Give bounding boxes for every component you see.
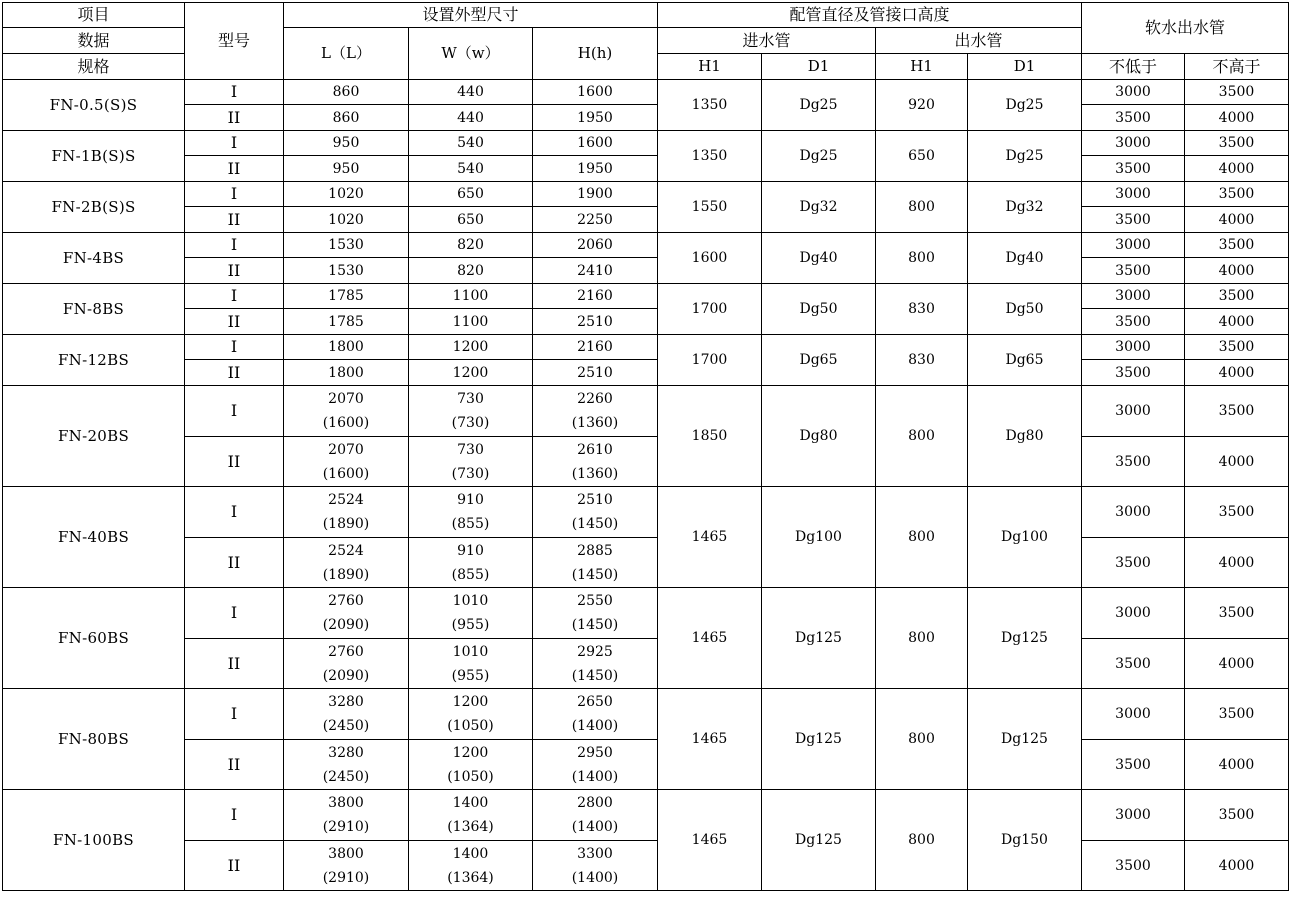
- inlet-d1: Dg100: [762, 487, 876, 588]
- outlet-d1: Dg125: [968, 689, 1082, 790]
- inlet-d1: Dg80: [762, 386, 876, 487]
- inlet-d1: Dg125: [762, 689, 876, 790]
- inlet-h1: 1700: [658, 284, 762, 335]
- dim-cell-W: 440: [409, 105, 533, 131]
- header-spec: 规格: [3, 54, 185, 80]
- dim-value-secondary: (1364): [447, 869, 494, 886]
- dim-cell-W: 820: [409, 233, 533, 258]
- model-name: FN-80BS: [3, 689, 185, 790]
- dim-cell-W: 540: [409, 156, 533, 182]
- dim-value-secondary: (2450): [322, 718, 370, 734]
- outlet-d1: Dg32: [968, 182, 1082, 233]
- header-inlet-d1: D1: [762, 54, 876, 80]
- inlet-d1: Dg125: [762, 588, 876, 689]
- dim-cell-L: 1530: [284, 258, 409, 284]
- outlet-h1: 920: [876, 80, 968, 131]
- table-row: [3, 790, 1289, 841]
- soft-max: 4000: [1185, 437, 1289, 487]
- outlet-h1: 800: [876, 689, 968, 790]
- outlet-h1: 800: [876, 487, 968, 588]
- outlet-h1: 800: [876, 233, 968, 284]
- dim-value-secondary: (1600): [322, 415, 370, 431]
- type-cell: I: [185, 386, 284, 437]
- table-row: [3, 156, 1289, 182]
- soft-min: 3000: [1082, 790, 1185, 841]
- inlet-h1: 1700: [658, 335, 762, 386]
- inlet-h1: 1465: [658, 588, 762, 689]
- dim-cell-W: 540: [409, 131, 533, 156]
- dim-cell-L: 1785: [284, 309, 409, 335]
- soft-max: 4000: [1185, 639, 1289, 689]
- type-cell: I: [185, 487, 284, 538]
- dim-value-secondary: (955): [451, 667, 490, 684]
- dim-cell-L: 860: [284, 80, 409, 105]
- dim-value: 2260: [577, 391, 613, 407]
- dim-cell-L: [284, 588, 409, 639]
- soft-min: 3500: [1082, 207, 1185, 233]
- dim-cell-W: [409, 386, 533, 437]
- header-pipe: 配管直径及管接口高度: [658, 3, 1082, 28]
- type-cell: I: [185, 588, 284, 639]
- dim-value-secondary: (855): [451, 566, 490, 583]
- dim-value-secondary: (2910): [322, 869, 370, 886]
- header-row-1: [3, 3, 1289, 28]
- type-cell: II: [185, 207, 284, 233]
- soft-max: 4000: [1185, 258, 1289, 284]
- dim-cell-H: [533, 386, 658, 437]
- dim-value: 2070: [328, 391, 364, 407]
- model-name: FN-1B(S)S: [3, 131, 185, 182]
- dim-cell-H: [533, 740, 658, 790]
- table-row: [3, 80, 1289, 105]
- type-cell: II: [185, 360, 284, 386]
- spec-table-body: [3, 3, 1289, 891]
- dim-cell-W: 1200: [409, 335, 533, 360]
- dim-value: 2650: [577, 694, 613, 710]
- dim-value-secondary: (1360): [571, 415, 619, 431]
- table-row: [3, 386, 1289, 437]
- header-type: 型号: [185, 3, 284, 80]
- soft-max: 3500: [1185, 689, 1289, 740]
- header-outlet: 出水管: [876, 28, 1082, 54]
- model-name: FN-100BS: [3, 790, 185, 891]
- dim-cell-L: [284, 639, 409, 689]
- dim-value: 910: [457, 542, 484, 559]
- outlet-h1: 800: [876, 790, 968, 891]
- soft-min: 3000: [1082, 284, 1185, 309]
- inlet-h1: 1350: [658, 80, 762, 131]
- dim-cell-H: 1950: [533, 105, 658, 131]
- dim-cell-W: [409, 639, 533, 689]
- header-L: L（L）: [284, 28, 409, 80]
- dim-value: 2524: [328, 492, 364, 508]
- table-row: [3, 309, 1289, 335]
- dim-value-secondary: (2090): [322, 617, 370, 633]
- dim-cell-L: 1530: [284, 233, 409, 258]
- dim-cell-H: 1950: [533, 156, 658, 182]
- soft-min: 3000: [1082, 386, 1185, 437]
- dim-value-secondary: (2910): [322, 819, 370, 835]
- header-soft-outlet: 软水出水管: [1082, 3, 1289, 54]
- model-name: FN-20BS: [3, 386, 185, 487]
- dim-cell-H: [533, 639, 658, 689]
- type-cell: I: [185, 689, 284, 740]
- table-row: [3, 284, 1289, 309]
- dim-value: 910: [457, 492, 484, 508]
- outlet-h1: 830: [876, 284, 968, 335]
- dim-value: 2925: [577, 643, 613, 660]
- table-row: [3, 360, 1289, 386]
- dim-value-secondary: (730): [451, 465, 490, 482]
- table-row: [3, 588, 1289, 639]
- soft-min: 3000: [1082, 233, 1185, 258]
- dim-cell-H: 2160: [533, 335, 658, 360]
- dim-cell-L: [284, 538, 409, 588]
- outlet-h1: 830: [876, 335, 968, 386]
- inlet-h1: 1600: [658, 233, 762, 284]
- dim-value-secondary: (1890): [322, 516, 370, 532]
- dim-cell-H: [533, 437, 658, 487]
- dim-value: 2885: [577, 542, 613, 559]
- type-cell: I: [185, 284, 284, 309]
- dim-value-secondary: (1890): [322, 566, 370, 583]
- dim-cell-W: 1200: [409, 360, 533, 386]
- outlet-d1: Dg50: [968, 284, 1082, 335]
- inlet-d1: Dg65: [762, 335, 876, 386]
- table-row: [3, 689, 1289, 740]
- soft-min: 3500: [1082, 309, 1185, 335]
- outlet-d1: Dg40: [968, 233, 1082, 284]
- dim-cell-L: 860: [284, 105, 409, 131]
- dim-value-secondary: (2450): [322, 768, 370, 785]
- soft-min: 3500: [1082, 538, 1185, 588]
- outlet-d1: Dg150: [968, 790, 1082, 891]
- soft-max: 3500: [1185, 182, 1289, 207]
- table-row: [3, 233, 1289, 258]
- dim-value: 2760: [328, 593, 364, 609]
- dim-cell-L: 950: [284, 156, 409, 182]
- table-row: [3, 538, 1289, 588]
- dim-value: 2760: [328, 643, 364, 660]
- type-cell: II: [185, 156, 284, 182]
- inlet-d1: Dg25: [762, 131, 876, 182]
- dim-cell-H: [533, 689, 658, 740]
- model-name: FN-60BS: [3, 588, 185, 689]
- model-name: FN-8BS: [3, 284, 185, 335]
- dim-cell-W: [409, 689, 533, 740]
- dim-cell-H: 2250: [533, 207, 658, 233]
- type-cell: II: [185, 639, 284, 689]
- inlet-d1: Dg40: [762, 233, 876, 284]
- soft-min: 3000: [1082, 131, 1185, 156]
- soft-min: 3500: [1082, 437, 1185, 487]
- dim-cell-H: 2060: [533, 233, 658, 258]
- dim-cell-W: 650: [409, 207, 533, 233]
- outlet-d1: Dg65: [968, 335, 1082, 386]
- dim-cell-L: [284, 386, 409, 437]
- dim-value-secondary: (1400): [571, 869, 619, 886]
- dim-cell-H: [533, 841, 658, 891]
- soft-max: 3500: [1185, 131, 1289, 156]
- dim-cell-L: 1020: [284, 207, 409, 233]
- type-cell: I: [185, 335, 284, 360]
- soft-min: 3000: [1082, 487, 1185, 538]
- soft-min: 3000: [1082, 689, 1185, 740]
- dim-value-secondary: (1364): [447, 819, 494, 835]
- dim-value: 730: [457, 391, 484, 407]
- soft-max: 4000: [1185, 105, 1289, 131]
- dim-value: 1400: [452, 795, 489, 811]
- dim-cell-H: 2410: [533, 258, 658, 284]
- model-name: FN-12BS: [3, 335, 185, 386]
- dim-value: 2950: [577, 744, 613, 761]
- dim-value: 730: [457, 441, 484, 458]
- dim-cell-H: 2510: [533, 360, 658, 386]
- inlet-h1: 1850: [658, 386, 762, 487]
- header-W: W（w）: [409, 28, 533, 80]
- dim-value: 2510: [577, 492, 613, 508]
- outlet-h1: 800: [876, 386, 968, 487]
- table-row: [3, 207, 1289, 233]
- dim-value-secondary: (855): [451, 516, 490, 532]
- soft-max: 4000: [1185, 207, 1289, 233]
- type-cell: I: [185, 80, 284, 105]
- dim-cell-H: 1900: [533, 182, 658, 207]
- soft-max: 3500: [1185, 386, 1289, 437]
- header-inlet: 进水管: [658, 28, 876, 54]
- soft-min: 3500: [1082, 639, 1185, 689]
- inlet-h1: 1350: [658, 131, 762, 182]
- soft-min: 3500: [1082, 105, 1185, 131]
- dim-cell-L: 950: [284, 131, 409, 156]
- outlet-h1: 800: [876, 182, 968, 233]
- dim-value-secondary: (1050): [447, 718, 494, 734]
- dim-cell-W: 650: [409, 182, 533, 207]
- type-cell: II: [185, 740, 284, 790]
- dim-value-secondary: (1400): [571, 768, 619, 785]
- table-row: [3, 639, 1289, 689]
- soft-max: 4000: [1185, 740, 1289, 790]
- soft-min: 3500: [1082, 360, 1185, 386]
- dim-value: 1200: [452, 744, 489, 761]
- table-row: [3, 258, 1289, 284]
- soft-min: 3500: [1082, 156, 1185, 182]
- dim-cell-L: [284, 437, 409, 487]
- type-cell: II: [185, 105, 284, 131]
- soft-max: 4000: [1185, 538, 1289, 588]
- table-row: [3, 105, 1289, 131]
- soft-min: 3500: [1082, 258, 1185, 284]
- table-row: [3, 131, 1289, 156]
- header-inlet-h1: H1: [658, 54, 762, 80]
- dim-value-secondary: (1450): [571, 667, 619, 684]
- dim-value: 3300: [577, 845, 613, 862]
- model-name: FN-2B(S)S: [3, 182, 185, 233]
- dim-value-secondary: (1450): [571, 516, 619, 532]
- table-row: [3, 740, 1289, 790]
- dim-cell-H: 2160: [533, 284, 658, 309]
- dim-value-secondary: (1050): [447, 768, 494, 785]
- outlet-d1: Dg125: [968, 588, 1082, 689]
- header-outlet-h1: H1: [876, 54, 968, 80]
- soft-min: 3000: [1082, 588, 1185, 639]
- dim-value: 3280: [328, 694, 364, 710]
- soft-max: 3500: [1185, 233, 1289, 258]
- dim-cell-L: [284, 841, 409, 891]
- dim-value: 3800: [328, 795, 364, 811]
- table-row: [3, 335, 1289, 360]
- soft-max: 3500: [1185, 790, 1289, 841]
- dim-value-secondary: (1600): [322, 465, 370, 482]
- dim-cell-H: [533, 487, 658, 538]
- dim-cell-W: 1100: [409, 309, 533, 335]
- soft-max: 4000: [1185, 309, 1289, 335]
- soft-max: 4000: [1185, 360, 1289, 386]
- model-name: FN-4BS: [3, 233, 185, 284]
- header-item: 项目: [3, 3, 185, 28]
- type-cell: I: [185, 233, 284, 258]
- soft-min: 3000: [1082, 182, 1185, 207]
- dim-cell-H: [533, 538, 658, 588]
- inlet-d1: Dg32: [762, 182, 876, 233]
- dim-cell-L: [284, 487, 409, 538]
- soft-min: 3500: [1082, 740, 1185, 790]
- inlet-d1: Dg125: [762, 790, 876, 891]
- dim-value-secondary: (1400): [571, 819, 619, 835]
- dim-cell-L: 1800: [284, 335, 409, 360]
- outlet-d1: Dg100: [968, 487, 1082, 588]
- soft-max: 4000: [1185, 841, 1289, 891]
- outlet-d1: Dg25: [968, 131, 1082, 182]
- model-name: FN-40BS: [3, 487, 185, 588]
- dim-cell-H: 1600: [533, 80, 658, 105]
- inlet-h1: 1465: [658, 689, 762, 790]
- soft-max: 3500: [1185, 80, 1289, 105]
- dim-cell-W: 820: [409, 258, 533, 284]
- type-cell: II: [185, 841, 284, 891]
- type-cell: II: [185, 309, 284, 335]
- dim-cell-L: 1785: [284, 284, 409, 309]
- dim-value-secondary: (1450): [571, 617, 619, 633]
- inlet-h1: 1465: [658, 790, 762, 891]
- dim-cell-W: [409, 437, 533, 487]
- outlet-d1: Dg25: [968, 80, 1082, 131]
- type-cell: II: [185, 437, 284, 487]
- dim-value: 2800: [577, 795, 613, 811]
- header-data: 数据: [3, 28, 185, 54]
- dim-value: 3280: [328, 744, 364, 761]
- soft-max: 3500: [1185, 284, 1289, 309]
- dim-value: 1010: [452, 643, 489, 660]
- outlet-d1: Dg80: [968, 386, 1082, 487]
- header-max: 不高于: [1185, 54, 1289, 80]
- table-row: [3, 182, 1289, 207]
- dim-cell-W: [409, 740, 533, 790]
- table-row: [3, 487, 1289, 538]
- dim-cell-W: [409, 487, 533, 538]
- dim-cell-W: 1100: [409, 284, 533, 309]
- dim-cell-W: [409, 790, 533, 841]
- outlet-h1: 800: [876, 588, 968, 689]
- type-cell: II: [185, 538, 284, 588]
- soft-max: 3500: [1185, 588, 1289, 639]
- dim-cell-L: 1020: [284, 182, 409, 207]
- outlet-h1: 650: [876, 131, 968, 182]
- type-cell: I: [185, 182, 284, 207]
- soft-max: 4000: [1185, 156, 1289, 182]
- inlet-h1: 1465: [658, 487, 762, 588]
- spec-table: [2, 2, 1289, 891]
- model-name: FN-0.5(S)S: [3, 80, 185, 131]
- soft-min: 3500: [1082, 841, 1185, 891]
- dim-cell-H: [533, 790, 658, 841]
- type-cell: I: [185, 790, 284, 841]
- dim-cell-L: [284, 740, 409, 790]
- header-outlet-d1: D1: [968, 54, 1082, 80]
- header-min: 不低于: [1082, 54, 1185, 80]
- dim-value-secondary: (2090): [322, 667, 370, 684]
- dim-value: 1400: [452, 845, 489, 862]
- dim-value: 2610: [577, 441, 613, 458]
- dim-value: 3800: [328, 845, 364, 862]
- dim-value: 1010: [452, 593, 489, 609]
- dim-cell-W: 440: [409, 80, 533, 105]
- dim-value: 2524: [328, 542, 364, 559]
- dim-value-secondary: (1400): [571, 718, 619, 734]
- header-dims: 设置外型尺寸: [284, 3, 658, 28]
- dim-value: 1200: [452, 694, 489, 710]
- dim-cell-W: [409, 841, 533, 891]
- table-row: [3, 841, 1289, 891]
- dim-value-secondary: (955): [451, 617, 490, 633]
- table-row: [3, 437, 1289, 487]
- dim-cell-H: [533, 588, 658, 639]
- dim-value: 2550: [577, 593, 613, 609]
- dim-value-secondary: (730): [451, 415, 490, 431]
- dim-value-secondary: (1450): [571, 566, 619, 583]
- dim-value-secondary: (1360): [571, 465, 619, 482]
- soft-max: 3500: [1185, 335, 1289, 360]
- inlet-h1: 1550: [658, 182, 762, 233]
- dim-cell-H: 1600: [533, 131, 658, 156]
- soft-max: 3500: [1185, 487, 1289, 538]
- soft-min: 3000: [1082, 335, 1185, 360]
- dim-cell-L: [284, 689, 409, 740]
- type-cell: I: [185, 131, 284, 156]
- inlet-d1: Dg50: [762, 284, 876, 335]
- dim-cell-H: 2510: [533, 309, 658, 335]
- dim-cell-W: [409, 588, 533, 639]
- dim-cell-L: [284, 790, 409, 841]
- dim-cell-W: [409, 538, 533, 588]
- type-cell: II: [185, 258, 284, 284]
- soft-min: 3000: [1082, 80, 1185, 105]
- inlet-d1: Dg25: [762, 80, 876, 131]
- dim-value: 2070: [328, 441, 364, 458]
- header-H: H(h): [533, 28, 658, 80]
- dim-cell-L: 1800: [284, 360, 409, 386]
